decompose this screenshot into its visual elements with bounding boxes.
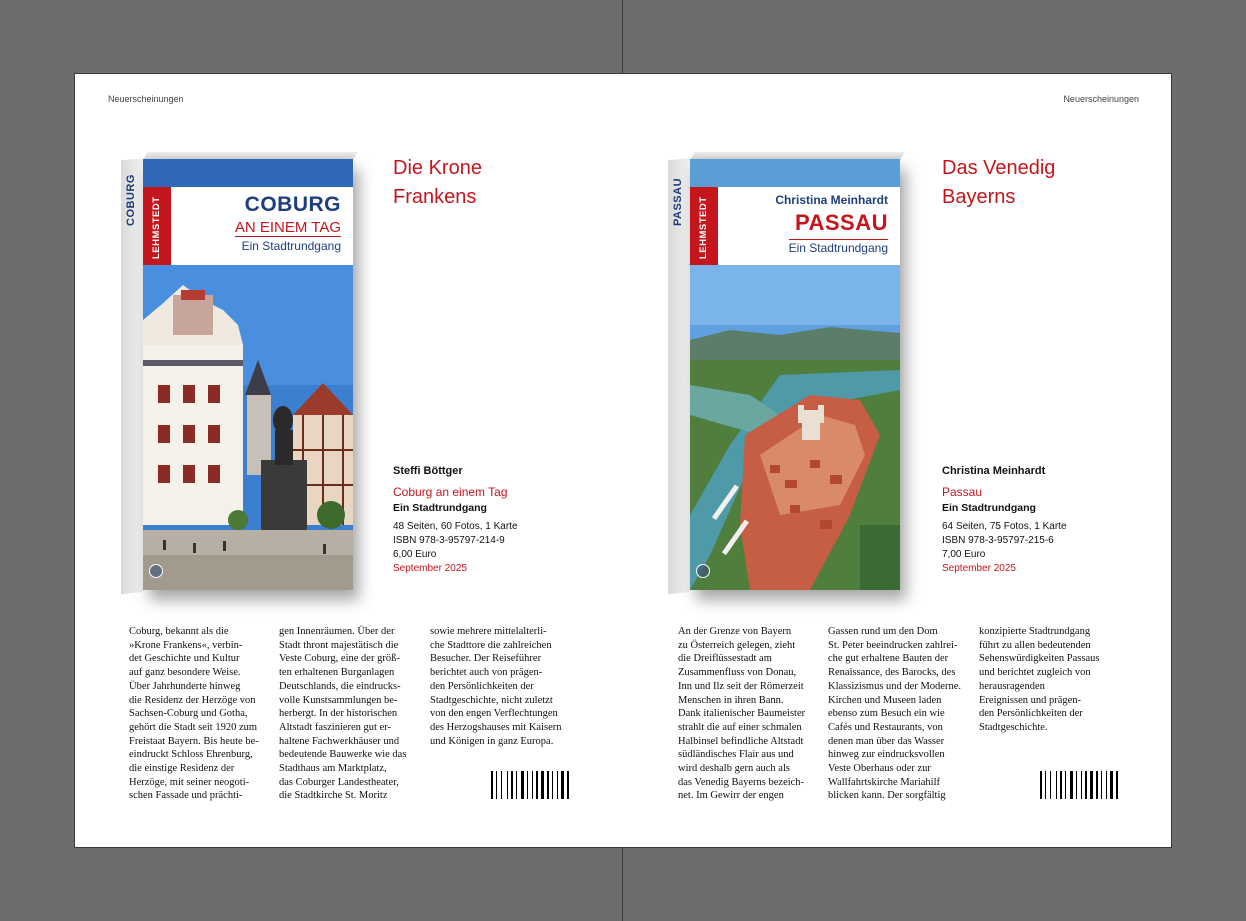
body-text-line: Sachsen-Coburg und Gotha, [129, 708, 248, 720]
book-pages-info: 64 Seiten, 75 Fotos, 1 Karte [942, 521, 1067, 532]
body-text-line: Zusammenfluss von Donau, [678, 667, 797, 679]
body-text-line: gen Innenräumen. Über der [279, 626, 395, 637]
book-release-date: September 2025 [393, 563, 467, 574]
body-text-line: che gut erhaltene Bauten der [828, 653, 949, 665]
body-text-line: des Herzogshauses mit Kaisern [430, 721, 562, 733]
body-text-line: und berichtet zugleich von [979, 667, 1091, 679]
body-text-line: die Dreiflüssestadt am [678, 653, 772, 665]
heading-line-1: Das Venedig [942, 157, 1056, 179]
book-cover-passau [668, 152, 904, 592]
book-price: 7,00 Euro [942, 549, 986, 560]
publisher-name: LEHMSTEDT [151, 196, 162, 259]
body-text-line: schen Fassade und prächti- [129, 790, 243, 802]
body-column-2 [828, 625, 970, 803]
body-column-2 [279, 625, 421, 803]
body-text-line: das Venedig Bayerns bezeich- [678, 776, 805, 788]
body-text-line: Renaissance, des Barocks, des [828, 667, 956, 679]
body-text-line: Cafés und Restaurants, von [828, 721, 943, 733]
cover-photo-coburg-market [143, 265, 353, 590]
barcode-bar [557, 771, 558, 799]
isbn-barcode [1040, 771, 1114, 799]
cover-front [143, 159, 353, 590]
body-text-line: St. Peter beeindrucken zahlrei- [828, 639, 958, 651]
body-text-line: führt zu allen bedeutenden [979, 639, 1091, 651]
cover-title-main: COBURG [244, 193, 341, 216]
book-pages-info: 48 Seiten, 60 Fotos, 1 Karte [393, 521, 518, 532]
body-text-line: strahlt die auf einer schmalen [678, 721, 802, 733]
body-text-line: den Persönlichkeiten der [979, 708, 1083, 720]
cover-title-tagline: Ein Stadtrundgang [788, 241, 888, 255]
body-column-3 [979, 625, 1121, 735]
barcode-bar [1076, 771, 1077, 799]
body-text-line: haltene Fachwerkhäuser und [279, 735, 400, 747]
body-text-line: ten erhaltenen Burganlagen [279, 667, 395, 679]
body-text-line: Sehenswürdigkeiten Passaus [979, 653, 1100, 665]
cover-sky-band [690, 159, 900, 187]
body-text-line: Besucher. Der Reiseführer [430, 653, 542, 665]
body-text-line: net. Im Gewirr der engen [678, 790, 784, 802]
body-text-line: herbergt. In der historischen [279, 708, 398, 720]
barcode-bar [511, 771, 513, 799]
body-column-3 [430, 625, 572, 748]
body-text-line: die Residenz der Herzöge von [129, 694, 256, 706]
barcode-bar [1040, 771, 1042, 799]
body-text-line: wird deshalb gern auch als [678, 763, 790, 775]
body-text-line: Stadtgeschichte. [979, 721, 1048, 733]
body-text-line: das Coburger Landestheater, [279, 776, 399, 788]
body-text-line: den Persönlichkeiten der [430, 680, 534, 692]
spine-title: PASSAU [672, 177, 684, 226]
book-price: 6,00 Euro [393, 549, 437, 560]
publisher-logo-icon [149, 564, 163, 578]
book-details [942, 464, 1152, 576]
body-text-line: bedeutende Bauwerke wie das [279, 749, 407, 761]
cover-title-box [718, 187, 900, 265]
cover-title-main: PASSAU [794, 210, 888, 235]
barcode-bar [496, 771, 497, 799]
body-text-line: »Krone Frankens«, verbin- [129, 639, 243, 651]
cover-photo-passau-aerial [690, 265, 900, 590]
body-text-line: ebenso zum Besuch ein wie [828, 708, 945, 720]
isbn-barcode [491, 771, 565, 799]
barcode-bar [536, 771, 538, 799]
book-release-date: September 2025 [942, 563, 1016, 574]
body-text-line: von den engen Verflechtungen [430, 708, 558, 720]
cover-title-tagline: Ein Stadtrundgang [241, 239, 341, 253]
barcode-bar [1081, 771, 1082, 799]
catalog-spread [74, 73, 1172, 848]
book-subtitle: Ein Stadtrundgang [942, 502, 1036, 514]
book-isbn: ISBN 978-3-95797-214-9 [393, 535, 505, 546]
body-text-line: blicken kann. Der sorgfältig [828, 790, 946, 802]
barcode-bar [541, 771, 544, 799]
body-text-line: Ereignissen und prägen- [979, 694, 1082, 706]
barcode-bar [521, 771, 524, 799]
body-text-line: die Stadtkirche St. Moritz [279, 790, 388, 802]
barcode-bar [516, 771, 517, 799]
page-heading [393, 154, 482, 212]
book-isbn: ISBN 978-3-95797-215-6 [942, 535, 1054, 546]
body-text-line: die einstige Residenz der [129, 763, 235, 775]
book-title: Coburg an einem Tag [393, 485, 508, 499]
barcode-bar [1085, 771, 1087, 799]
barcode-bar [491, 771, 493, 799]
barcode-bar [1070, 771, 1073, 799]
barcode-bar [1060, 771, 1062, 799]
book-author: Steffi Böttger [393, 465, 463, 477]
body-text-line: Veste Coburg, eine der größ- [279, 653, 400, 665]
barcode-bar [561, 771, 564, 799]
publisher-strip [690, 187, 718, 265]
barcode-bar [532, 771, 533, 799]
heading-line-2: Frankens [393, 186, 477, 208]
left-page [75, 74, 623, 847]
body-text-line: Veste Oberhaus oder zur [828, 763, 931, 775]
heading-line-1: Die Krone [393, 157, 482, 179]
cover-title-sub: AN EINEM TAG [234, 219, 341, 236]
barcode-bar [1116, 771, 1118, 799]
barcode-bar [567, 771, 569, 799]
body-text-line: che Stadttore die zahlreichen [430, 639, 552, 651]
barcode-bar [1096, 771, 1098, 799]
body-text-line: sowie mehrere mittelalterli- [430, 626, 547, 637]
body-text-line: Freistaat Bayern. Bis heute be- [129, 735, 259, 747]
body-text-line: volle Kunstsammlungen be- [279, 694, 398, 706]
body-text-line: Stadtgeschichte, nicht zuletzt [430, 694, 553, 706]
barcode-bar [527, 771, 528, 799]
barcode-bar [1050, 771, 1051, 799]
body-text-line: Deutschlands, die eindrucks- [279, 680, 401, 692]
heading-line-2: Bayerns [942, 186, 1016, 208]
running-head: Neuerscheinungen [108, 94, 184, 104]
barcode-bar [507, 771, 508, 799]
body-text-line: südländisches Flair aus und [678, 749, 794, 761]
body-text-line: det Geschichte und Kultur [129, 653, 240, 665]
body-text-line: An der Grenze von Bayern [678, 626, 792, 637]
barcode-bar [552, 771, 553, 799]
body-text-line: denen man über das Wasser [828, 735, 945, 747]
book-title: Passau [942, 485, 983, 499]
book-subtitle: Ein Stadtrundgang [393, 502, 487, 514]
publisher-strip [143, 187, 171, 265]
body-text-line: auf ganz besondere Weise. [129, 667, 241, 679]
body-text-line: und Königen in ganz Europa. [430, 735, 554, 747]
body-text-line: hinweg zur eindrucksvollen [828, 749, 945, 761]
body-text-line: Klassizismus und der Moderne. [828, 680, 961, 692]
body-text-line: Wallfahrtskirche Mariahilf [828, 776, 940, 788]
book-cover-coburg [121, 152, 357, 592]
body-text-line: Inn und Ilz seit der Römerzeit [678, 680, 804, 692]
body-column-1 [129, 625, 271, 803]
barcode-bar [501, 771, 502, 799]
barcode-bar [1056, 771, 1057, 799]
publisher-name: LEHMSTEDT [698, 196, 709, 259]
barcode-bar [547, 771, 549, 799]
body-text-line: Stadthaus am Marktplatz, [279, 763, 387, 775]
body-text-line: Über Jahrhunderte hinweg [129, 680, 241, 692]
body-text-line: Coburg, bekannt als die [129, 626, 229, 637]
barcode-bar [1106, 771, 1107, 799]
body-column-1 [678, 625, 820, 803]
barcode-bar [1045, 771, 1046, 799]
book-author: Christina Meinhardt [942, 465, 1046, 477]
running-head: Neuerscheinungen [1063, 94, 1139, 104]
body-text-line: Dank italienischer Baumeister [678, 708, 806, 720]
barcode-bar [1101, 771, 1102, 799]
body-text-line: Kirchen und Museen laden [828, 694, 942, 706]
barcode-bar [1110, 771, 1113, 799]
spine-title: COBURG [125, 174, 137, 226]
body-text-line: berichtet auch von prägen- [430, 667, 543, 679]
book-details [393, 464, 603, 576]
body-text-line: konzipierte Stadtrundgang [979, 626, 1091, 637]
publisher-logo-icon [696, 564, 710, 578]
body-text-line: Herzöge, mit seiner neogoti- [129, 776, 250, 788]
body-text-line: Altstadt faszinieren gut er- [279, 721, 392, 733]
body-text-line: eindruckt Schloss Ehrenburg, [129, 749, 253, 761]
body-text-line: Stadt thront majestätisch die [279, 639, 399, 651]
cover-title-box [171, 187, 353, 265]
page-heading [942, 154, 1055, 212]
cover-sky-band [143, 159, 353, 187]
barcode-bar [1065, 771, 1066, 799]
body-text-line: Gassen rund um den Dom [828, 626, 938, 637]
barcode-bar [1090, 771, 1093, 799]
body-text-line: herausragenden [979, 680, 1045, 692]
body-text-line: zu Österreich gelegen, zieht [678, 639, 796, 651]
body-text-line: gehört die Stadt seit 1920 zum [129, 721, 258, 733]
body-text-line: Halbinsel befindliche Altstadt [678, 735, 804, 747]
cover-author: Christina Meinhardt [775, 193, 888, 207]
right-page [624, 74, 1172, 847]
body-text-line: Menschen in ihren Bann. [678, 694, 784, 706]
cover-front [690, 159, 900, 590]
